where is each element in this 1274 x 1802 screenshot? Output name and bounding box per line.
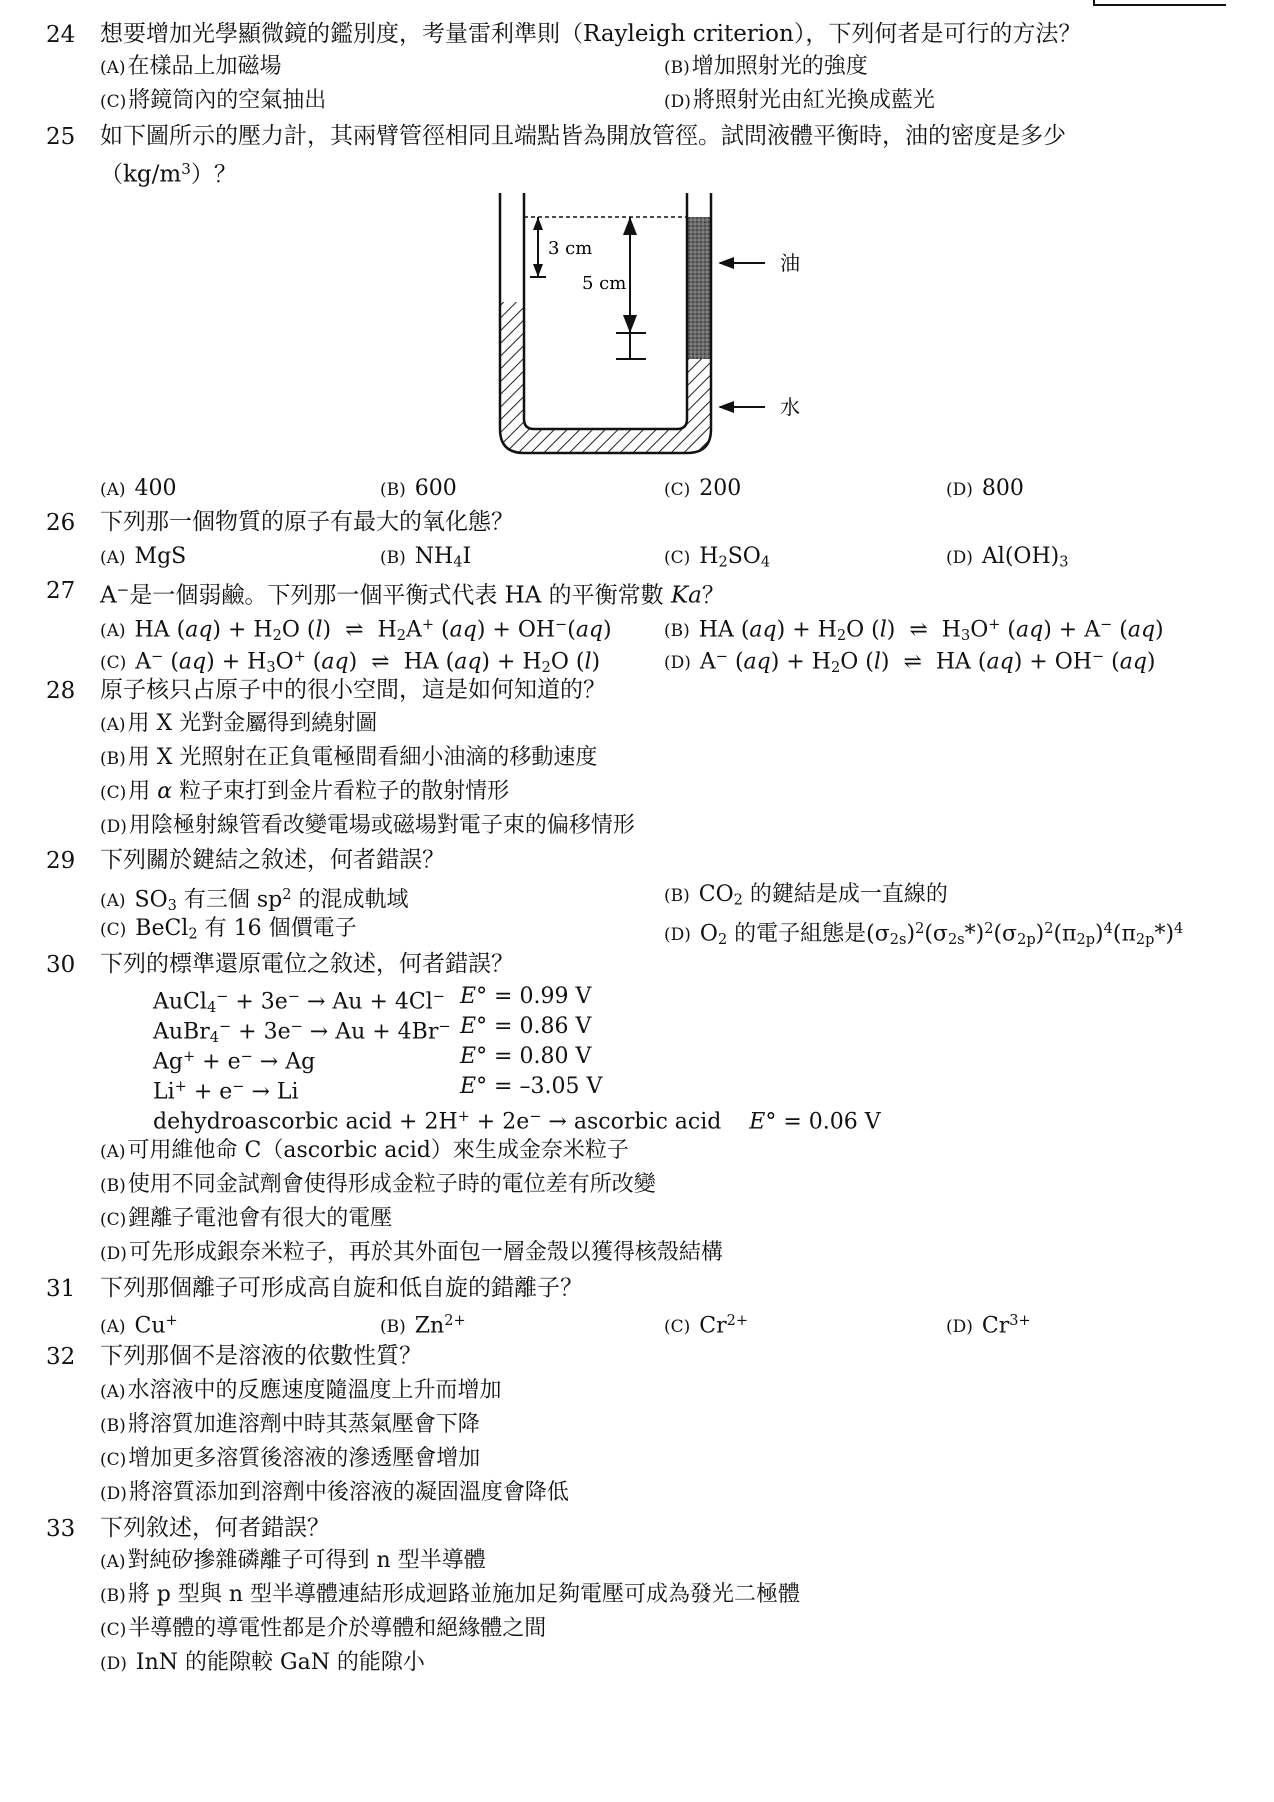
q29-option-c[interactable]: (C) BeCl$_2$ 有 16 個價電子: [100, 916, 357, 943]
q28-option-b[interactable]: (B)用 X 光照射在正負電極間看細小油滴的移動速度: [100, 745, 598, 770]
q32-option-d[interactable]: (D)將溶質添加到溶劑中後溶液的凝固溫度會降低: [100, 1480, 569, 1505]
q24-option-b[interactable]: (B)增加照射光的強度: [664, 54, 868, 79]
potential-aucl4: E° = 0.99 V: [460, 984, 592, 1009]
q31-option-d[interactable]: (D) $Cr^{3+}$: [946, 1313, 1031, 1339]
q25-stem-line1: 如下圖所示的壓力計，其兩臂管徑相同且端點皆為開放管徑。試問液體平衡時，油的密度是多少: [100, 123, 1066, 149]
q30-option-b[interactable]: (B)使用不同金試劑會使得形成金粒子時的電位差有所改變: [100, 1172, 656, 1197]
q25-option-d[interactable]: (D) 800: [946, 476, 1024, 501]
q27-number: 27: [46, 578, 76, 604]
q24-stem: 想要增加光學顯微鏡的鑑別度，考量雷利準則（Rayleigh criterion），下列何者是可行的方法？: [100, 21, 1082, 47]
q33-option-d[interactable]: (D) InN 的能隙較 GaN 的能隙小: [100, 1650, 425, 1675]
q33-option-a[interactable]: (A)對純矽摻雜磷離子可得到 n 型半導體: [100, 1548, 486, 1573]
tube-outer-wall: [500, 193, 711, 453]
q33-stem: 下列敘述，何者錯誤？: [100, 1515, 330, 1541]
q32-number: 32: [46, 1344, 76, 1370]
q29-option-b[interactable]: (B) $CO_2$ 的鍵結是成一直線的: [664, 882, 948, 909]
q24-option-c[interactable]: (C)將鏡筒內的空氣抽出: [100, 88, 327, 113]
q31-option-a[interactable]: (A) Cu+: [100, 1313, 178, 1339]
q25-option-a[interactable]: (A) 400: [100, 476, 177, 501]
manometer-diagram: [480, 185, 840, 475]
half-reaction-ascorbic: dehydroascorbic acid + 2H+ + 2e− → ascorbic acid E° = 0.06 V: [153, 1109, 881, 1135]
q30-option-c[interactable]: (C)鋰離子電池會有很大的電壓: [100, 1206, 393, 1231]
q25-number: 25: [46, 124, 76, 150]
q26-stem: 下列那一個物質的原子有最大的氧化態？: [100, 509, 514, 535]
label-5cm: 5 cm: [582, 273, 627, 294]
header-rule: [1093, 0, 1226, 6]
q31-number: 31: [46, 1276, 76, 1302]
q33-option-c[interactable]: (C)半導體的導電性都是介於導體和絕緣體之間: [100, 1616, 547, 1641]
half-reaction-ag: Ag+ + e− → Ag: [153, 1049, 316, 1075]
q30-option-a[interactable]: (A)可用維他命 C（ascorbic acid）來生成金奈米粒子: [100, 1138, 629, 1163]
q27-option-a[interactable]: (A) HA $(aq) + H_2O$ (l) ⇌ $H_2A^+$ (aq) + OH−(aq): [100, 617, 612, 644]
half-reaction-aucl4: AuCl$_4$− + 3e− → Au + 4Cl−: [153, 989, 445, 1016]
q30-option-d[interactable]: (D)可先形成銀奈米粒子，再於其外面包一層金殼以獲得核殼結構: [100, 1240, 723, 1265]
q26-option-d[interactable]: (D) $Al(OH)_3$: [946, 544, 1069, 571]
q27-option-b[interactable]: (B) HA $(aq) + H_2O$ (l) ⇌ $H_3O^+$ (aq) + A− (aq): [664, 617, 1164, 644]
q30-number: 30: [46, 952, 76, 978]
q25-option-b[interactable]: (B) 600: [380, 476, 457, 501]
q31-option-c[interactable]: (C) $Cr^{2+}$: [664, 1313, 749, 1339]
half-reaction-li: Li+ + e− → Li: [153, 1079, 299, 1105]
q24-number: 24: [46, 22, 76, 48]
oil-column: [687, 217, 711, 359]
q28-stem: 原子核只占原子中的很小空間，這是如何知道的？: [100, 677, 606, 703]
tube-inner-wall: [524, 193, 687, 429]
q26-option-a[interactable]: (A) MgS: [100, 544, 187, 569]
q26-option-c[interactable]: (C) $H_2SO_4$: [664, 544, 771, 571]
q25-stem-line2: $(kg/m^3)$？: [100, 160, 237, 188]
q29-stem: 下列關於鍵結之敘述，何者錯誤？: [100, 847, 445, 873]
q29-number: 29: [46, 848, 76, 874]
q33-number: 33: [46, 1516, 76, 1542]
q28-option-d[interactable]: (D)用陰極射線管看改變電場或磁場對電子束的偏移情形: [100, 813, 635, 838]
q27-option-d[interactable]: (D) A− $(aq) + H_2O$ (l) ⇌ HA (aq) + OH− (aq): [664, 649, 1156, 676]
label-water: 水: [780, 395, 800, 419]
q26-option-b[interactable]: (B) $NH_4I$: [380, 544, 472, 571]
water-column: [500, 302, 711, 453]
q33-option-b[interactable]: (B)將 p 型與 n 型半導體連結形成迴路並施加足夠電壓可成為發光二極體: [100, 1582, 800, 1607]
q32-stem: 下列那個不是溶液的依數性質？: [100, 1343, 422, 1369]
potential-aubr4: E° = 0.86 V: [460, 1014, 592, 1039]
q31-option-b[interactable]: (B) $Zn^{2+}$: [380, 1313, 466, 1339]
label-3cm: 3 cm: [548, 238, 593, 259]
half-reaction-aubr4: AuBr$_4$− + 3e− → Au + 4Br−: [153, 1019, 451, 1046]
q32-option-a[interactable]: (A)水溶液中的反應速度隨溫度上升而增加: [100, 1378, 502, 1403]
q28-option-c[interactable]: (C)用 α 粒子束打到金片看粒子的散射情形: [100, 779, 510, 804]
label-oil: 油: [780, 251, 800, 275]
q30-stem: 下列的標準還原電位之敘述，何者錯誤？: [100, 951, 514, 977]
q28-number: 28: [46, 678, 76, 704]
q24-option-d[interactable]: (D)將照射光由紅光換成藍光: [664, 88, 935, 113]
q29-option-d[interactable]: (D) $O_2$ 的電子組態是$(\sigma_{2s})^2(\sigma_{2s}*)^2(\sigma_{2p})^2(\pi_{2p})^4(\pi_{2p}*)^4$: [664, 921, 1184, 948]
q32-option-c[interactable]: (C)增加更多溶質後溶液的滲透壓會增加: [100, 1446, 481, 1471]
q26-number: 26: [46, 510, 76, 536]
q24-option-a[interactable]: (A)在樣品上加磁場: [100, 54, 282, 79]
q28-option-a[interactable]: (A)用 X 光對金屬得到繞射圖: [100, 711, 378, 736]
q32-option-b[interactable]: (B)將溶質加進溶劑中時其蒸氣壓會下降: [100, 1412, 480, 1437]
potential-li: E° = –3.05 V: [460, 1074, 603, 1099]
q27-stem: A−是一個弱鹼。下列那一個平衡式代表 HA 的平衡常數 Ka？: [100, 581, 725, 609]
q25-option-c[interactable]: (C) 200: [664, 476, 742, 501]
q31-stem: 下列那個離子可形成高自旋和低自旋的錯離子？: [100, 1275, 583, 1301]
q27-option-c[interactable]: (C) A− $(aq) + H_3O^+$ (aq) ⇌ HA $(aq) + H_2O$ (l): [100, 649, 601, 676]
q29-option-a[interactable]: (A) $SO_3$ 有三個 $sp^2$ 的混成軌域: [100, 887, 409, 914]
potential-ag: E° = 0.80 V: [460, 1044, 592, 1069]
